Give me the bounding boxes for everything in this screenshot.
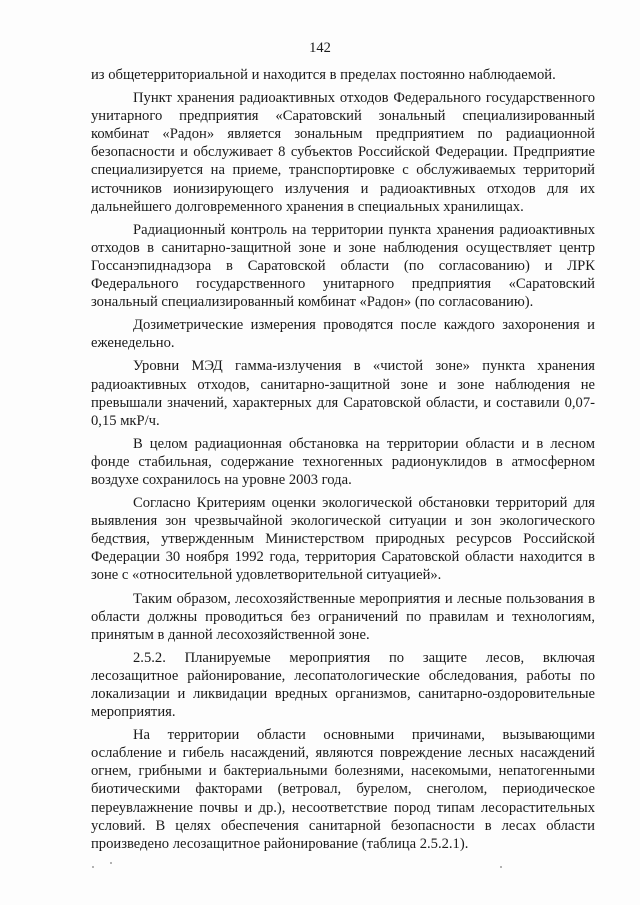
page-number: 142 (309, 40, 331, 56)
document-body (91, 66, 595, 858)
scan-speck (92, 866, 94, 868)
paragraph-radiation-control: Радиационный контроль на территории пункта хранения радиоактивных отходов в санитарно-защитной зоне и зоне наблюдения осуществляет центр Госсанэпиднадзора в Саратовской области (по согласованию) и ЛРК Федерального государственного унитарного предприятия «Саратовский зональный специализированный комбинат «Радон» (по согласованию). (91, 221, 595, 311)
paragraph-dosimetric-measurements: Дозиметрические измерения проводятся после каждого захоронения и еженедельно. (91, 317, 595, 352)
section-heading-2-5-2: 2.5.2. Планируемые мероприятия по защите лесов, включая лесозащитное районирование, лесопатологические обследования, работы по локализации и ликвидации вредных организмов, санитарно-оздоровительные мероприятия. (91, 649, 595, 721)
scan-speck (110, 862, 112, 864)
paragraph-continuation: из общетерриториальной и находится в пределах постоянно наблюдаемой. (91, 67, 556, 83)
scan-speck (500, 866, 502, 868)
paragraph-radiation-situation: В целом радиационная обстановка на территории области и в лесном фонде стабильная, содержание техногенных радионуклидов в атмосферном воздухе сохранилось на уровне 2003 года. (91, 435, 595, 488)
paragraph-forest-damage-causes: На территории области основными причинами, вызывающими ослабление и гибель насаждений, являются повреждение лесных насаждений огнем, грибными и бактериальными болезнями, насекомыми, непатогенными биотическими факторами (ветровал, бурелом, снеголом, периодическое переувлажнение почвы и др.), несоответствие пород типам лесорастительных условий. В целях обеспечения санитарной безопасности в лесах области произведено лесозащитное районирование (таблица 2.5.2.1). (91, 727, 595, 852)
paragraph-gamma-levels: Уровни МЭД гамма-излучения в «чистой зоне» пункта хранения радиоактивных отходов, санитарно-защитной зоне и зоне наблюдения не превышали значений, характерных для Саратовской области, и составили 0,07-0,15 мкР/ч. (91, 358, 595, 429)
paragraph-ecological-criteria: Согласно Критериям оценки экологической обстановки территорий для выявления зон чрезвычайной экологической ситуации и зон экологического бедствия, утвержденным Министерством природных ресурсов Российской Федерации 30 ноября 1992 года, территория Саратовской области находится в зоне с «относительной удовлетворительной ситуацией». (91, 495, 595, 584)
paragraph-conclusion: Таким образом, лесохозяйственные мероприятия и лесные пользования в области должны проводиться без ограничений по правилам и технологиям, принятым в данной лесохозяйственной зоне. (91, 590, 595, 643)
paragraph-radon-facility: Пункт хранения радиоактивных отходов Федерального государственного унитарного предприятия «Саратовский зональный специализированный комбинат «Радон» является зональным предприятием по радиационной безопасности и обслуживает 8 субъектов Российской Федерации. Предприятие специализируется на приеме, транспортировке с обслуживаемых территорий источников ионизирующего излучения и радиоактивных отходов для их дальнейшего долговременного хранения в специальных хранилищах. (91, 90, 595, 215)
